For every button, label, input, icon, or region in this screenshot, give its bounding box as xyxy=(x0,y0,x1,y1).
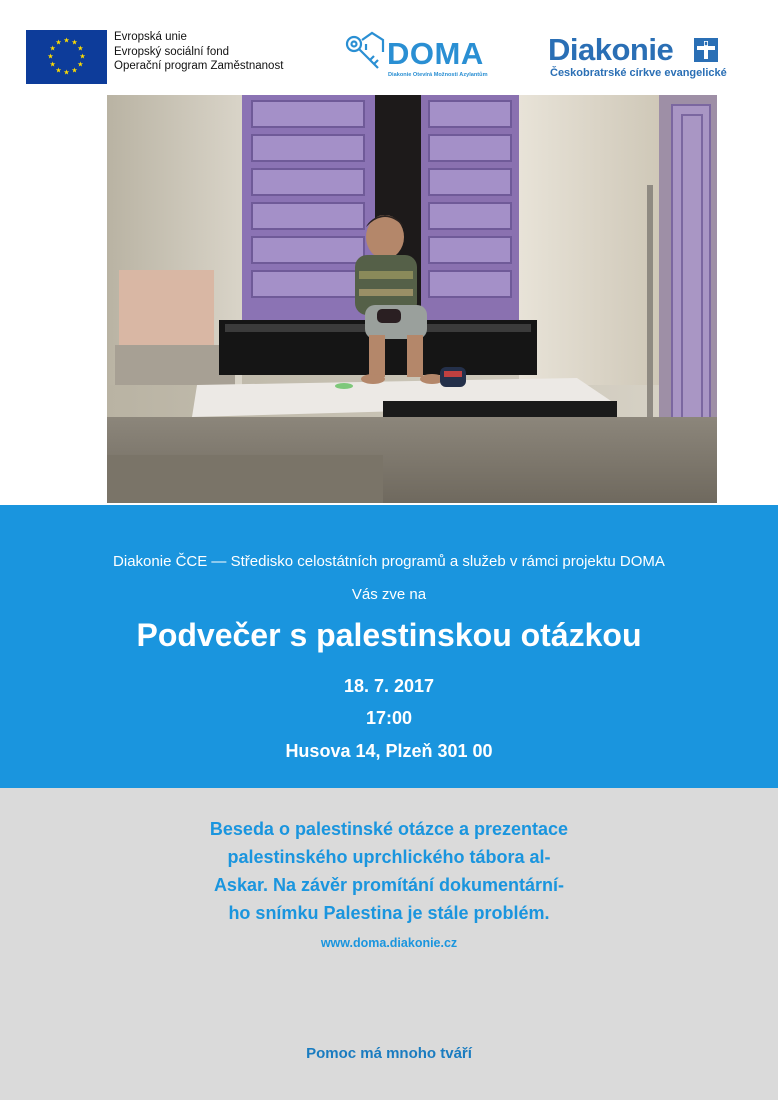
description-line: Beseda o palestinské otázce a prezentace xyxy=(209,819,569,839)
doma-logo-text: DOMA xyxy=(387,36,484,71)
description-line: Askar. Na závěr promítání dokumentární- xyxy=(213,875,565,895)
header xyxy=(0,0,778,95)
diakonie-cross-icon xyxy=(694,38,718,62)
doma-logo xyxy=(340,28,505,86)
eu-line: Operační program Zaměstnanost xyxy=(114,60,284,72)
event-band xyxy=(0,505,778,788)
info-band xyxy=(0,788,778,1100)
svg-text:★: ★ xyxy=(55,38,62,47)
website-link[interactable]: www.doma.diakonie.cz xyxy=(320,936,458,950)
svg-text:★: ★ xyxy=(71,38,78,47)
event-description xyxy=(160,815,618,927)
invite-text: Vás zve na xyxy=(351,586,427,603)
svg-text:★: ★ xyxy=(55,66,62,75)
description-line: ho snímku Palestina je stále problém. xyxy=(228,903,550,923)
svg-text:★: ★ xyxy=(63,68,70,77)
slogan-text: Pomoc má mnoho tváří xyxy=(306,1045,472,1062)
key-house-icon xyxy=(342,30,388,74)
event-place: Husova 14, Plzeň 301 00 xyxy=(285,741,493,761)
eu-flag-icon xyxy=(26,30,107,84)
diakonie-logo xyxy=(548,32,728,82)
svg-text:★: ★ xyxy=(77,60,84,69)
photo-child-on-doorstep xyxy=(107,95,717,503)
svg-text:★: ★ xyxy=(79,52,86,61)
eu-text xyxy=(114,30,283,74)
svg-text:★: ★ xyxy=(49,44,56,53)
svg-text:★: ★ xyxy=(77,44,84,53)
svg-text:★: ★ xyxy=(63,36,70,45)
eu-line: Evropský sociální fond xyxy=(114,45,230,58)
diakonie-logo-subtitle: Českobratrské církve evangelické xyxy=(550,67,727,79)
description-line: palestinského uprchlického tábora al- xyxy=(227,847,551,867)
doma-logo-subtitle: Diakonie Otevírá Možnosti Azylantům xyxy=(388,72,488,78)
diakonie-logo-text: Diakonie xyxy=(548,32,674,67)
svg-text:★: ★ xyxy=(47,52,54,61)
eu-line: Evropská unie xyxy=(114,31,187,43)
svg-text:★: ★ xyxy=(71,66,78,75)
event-title: Podvečer s palestinskou otázkou xyxy=(136,617,642,653)
event-time: 17:00 xyxy=(365,708,413,728)
svg-text:★: ★ xyxy=(49,60,56,69)
organizer-text: Diakonie ČCE — Středisko celostátních programů a služeb v rámci projektu DOMA xyxy=(113,553,665,570)
event-date: 18. 7. 2017 xyxy=(343,676,435,696)
